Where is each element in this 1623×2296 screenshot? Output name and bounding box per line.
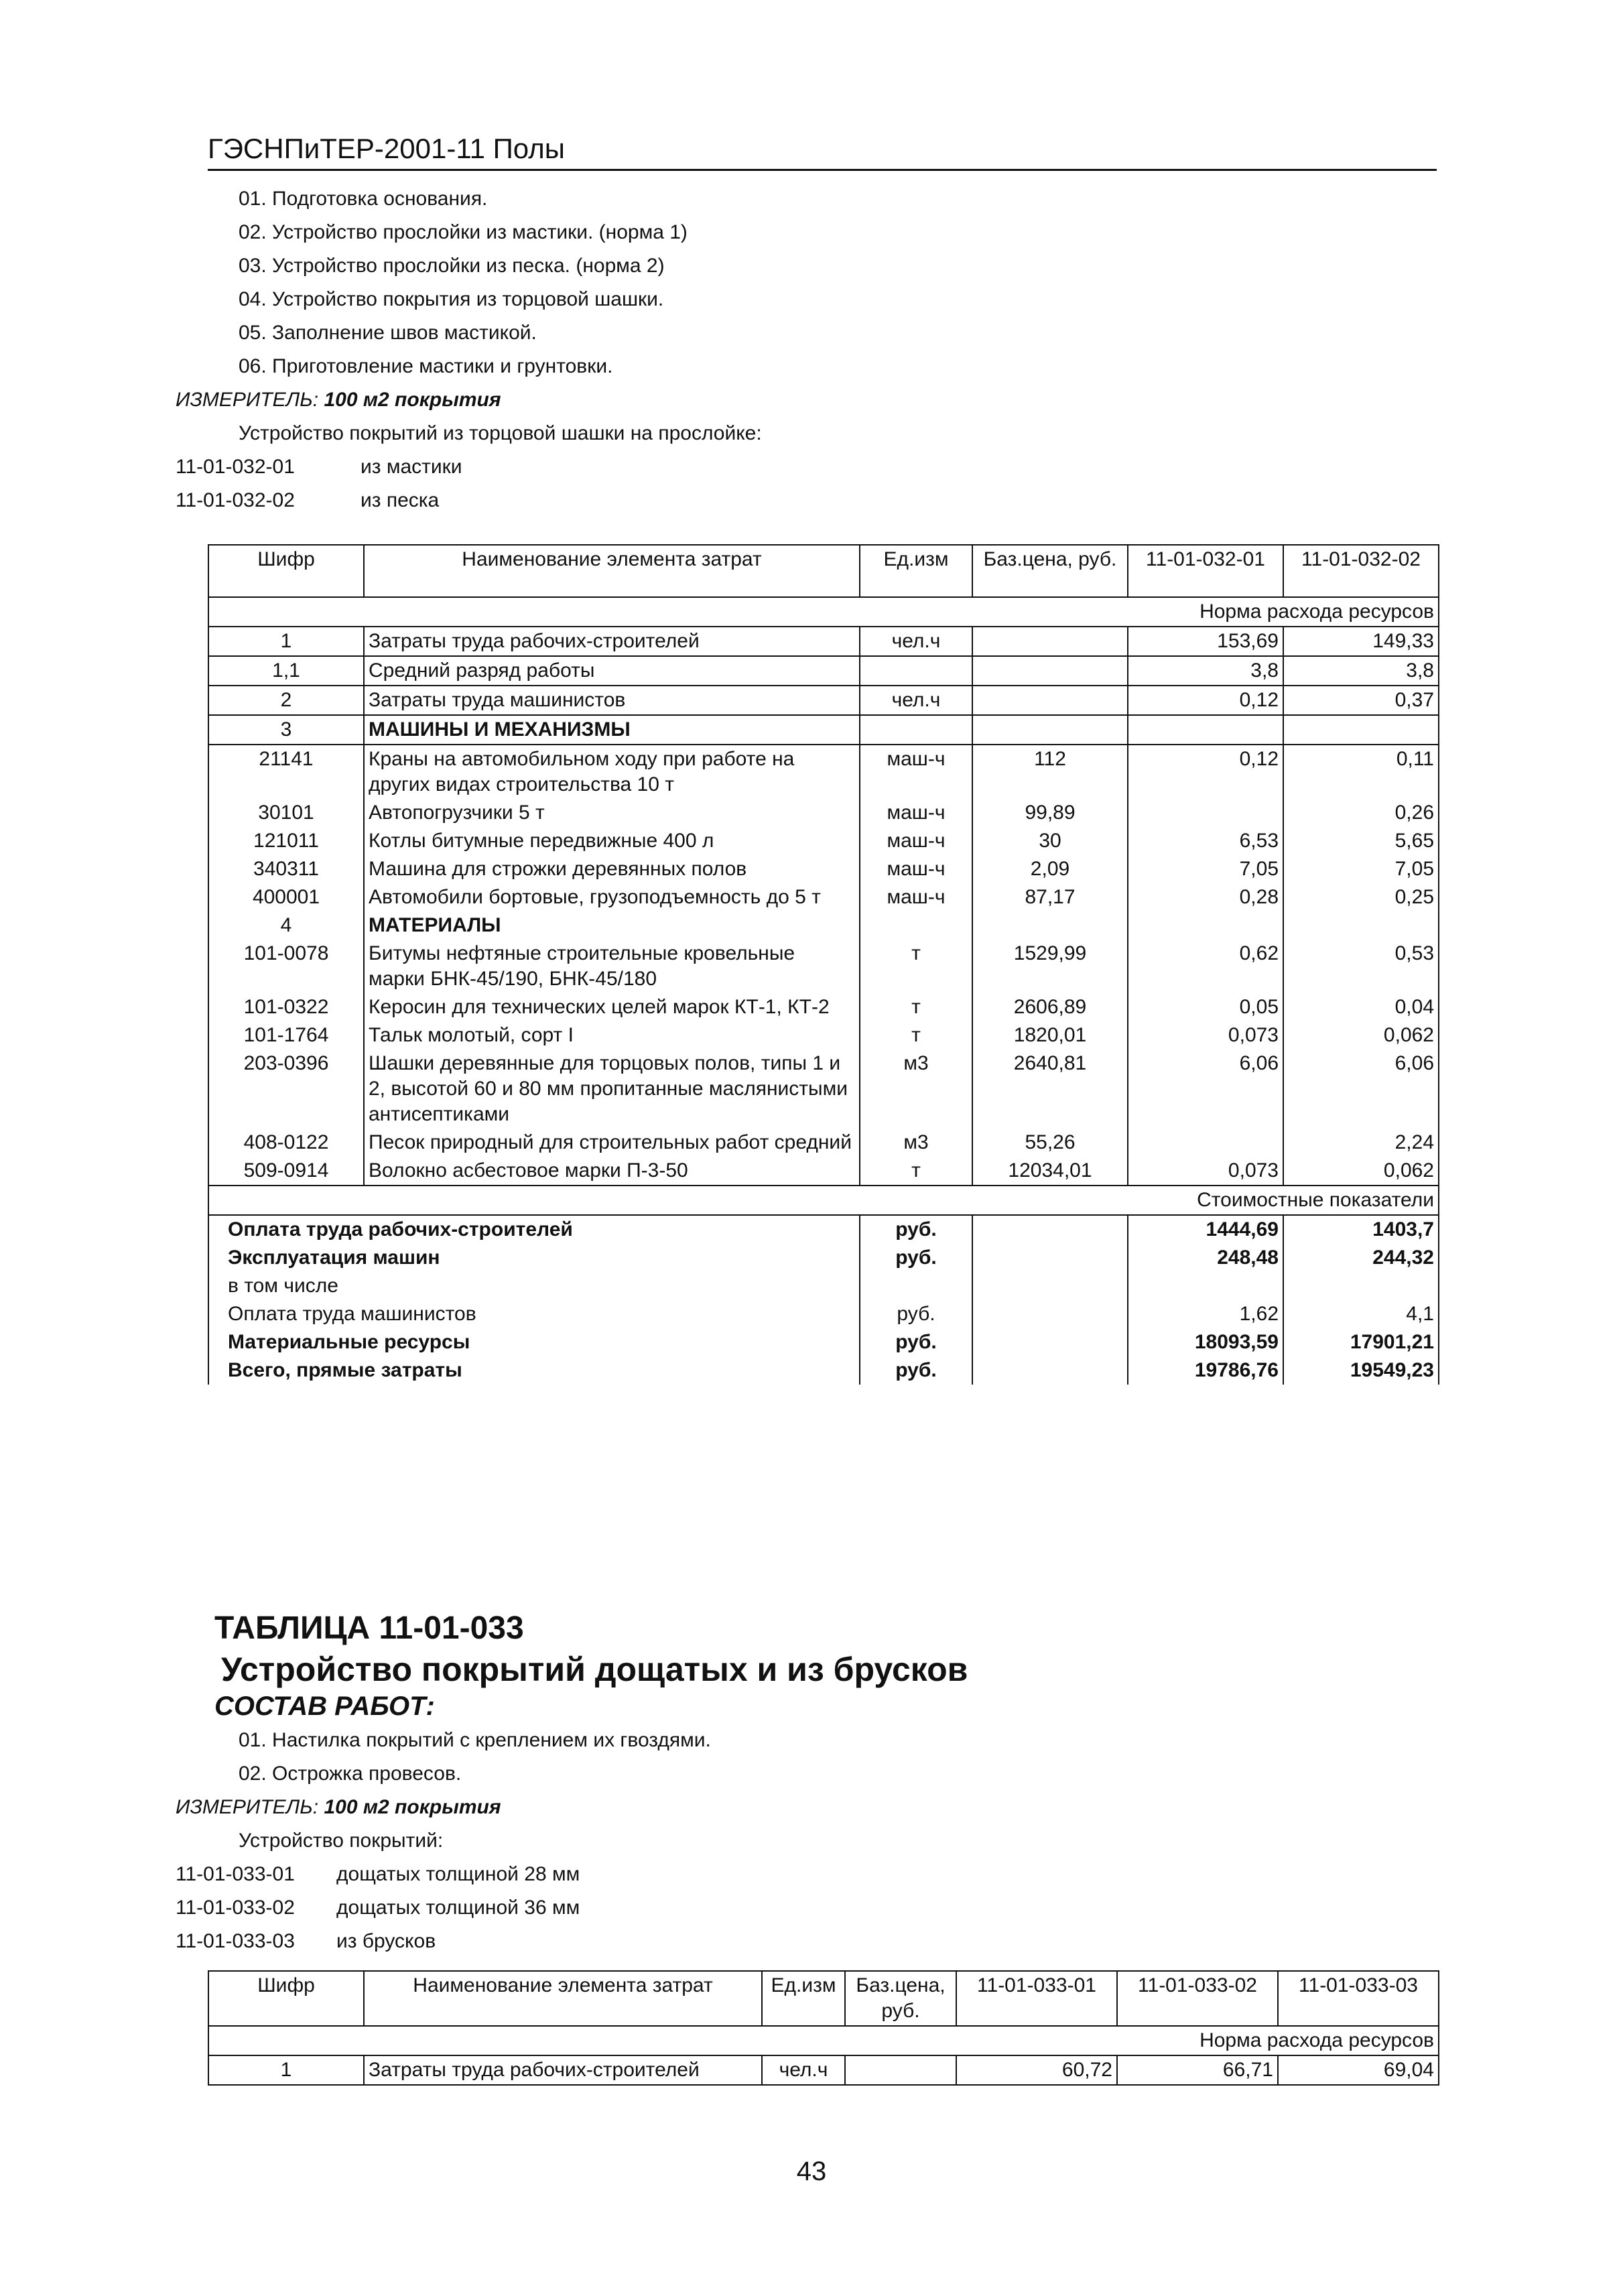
work-item: 02. Устройство прослойки из мастики. (норма 1) (239, 221, 688, 243)
code-row (176, 450, 762, 484)
code-desc: дощатых толщиной 36 мм (336, 1897, 580, 1919)
table-row (208, 911, 1439, 940)
cell-value: 7,05 (1283, 855, 1439, 883)
cell-price (845, 2055, 956, 2085)
work-item: 01. Настилка покрытий с креплением их гвоздями. (239, 1729, 711, 1751)
cost-unit: руб. (860, 1244, 972, 1272)
table-row (208, 627, 1439, 656)
cell-unit (860, 911, 972, 940)
cell-name: Волокно асбестовое марки П-3-50 (364, 1157, 860, 1186)
cell-value: 0,12 (1128, 686, 1283, 715)
cell-name: МАТЕРИАЛЫ (364, 911, 860, 940)
cell-value: 0,28 (1128, 883, 1283, 911)
cost-value: 248,48 (1128, 1244, 1283, 1272)
code-desc: из мастики (361, 456, 462, 478)
cell-price: 1820,01 (972, 1021, 1128, 1049)
cell-code: 101-1764 (208, 1021, 364, 1049)
cost-name: Всего, прямые затраты (208, 1356, 860, 1385)
cost-row (208, 1215, 1439, 1244)
cell-code: 1 (208, 2055, 364, 2085)
page-header (208, 131, 1437, 171)
page-number: 43 (796, 2157, 827, 2186)
cell-name: Машина для строжки деревянных полов (364, 855, 860, 883)
cell-price: 55,26 (972, 1129, 1128, 1157)
cell-code: 4 (208, 911, 364, 940)
code-row (176, 1891, 711, 1925)
cell-unit: маш-ч (860, 799, 972, 827)
cell-unit (860, 656, 972, 686)
cell-unit: маш-ч (860, 855, 972, 883)
cell-price (972, 627, 1128, 656)
code-desc: из песка (361, 489, 440, 511)
cell-value: 60,72 (956, 2055, 1117, 2085)
cell-price: 87,17 (972, 883, 1128, 911)
cell-code: 1,1 (208, 656, 364, 686)
table-row (208, 883, 1439, 911)
cell-value: 6,06 (1283, 1049, 1439, 1129)
code-desc: из брусков (336, 1930, 436, 1952)
cell-value: 6,53 (1128, 827, 1283, 855)
measurer-value: 100 м2 покрытия (324, 389, 501, 411)
cost-empty (972, 1272, 1128, 1300)
cost-unit (860, 1272, 972, 1300)
table1-body (208, 627, 1439, 1186)
resource-table-032 (208, 544, 1439, 1385)
cost-name: Материальные ресурсы (208, 1328, 860, 1356)
col-header: 11-01-032-02 (1283, 545, 1439, 597)
cell-value (1283, 715, 1439, 745)
cell-code: 2 (208, 686, 364, 715)
cell-name: Краны на автомобильном ходу при работе на других видах строительства 10 т (364, 745, 860, 799)
cost-empty (972, 1356, 1128, 1385)
table-row (208, 745, 1439, 799)
cell-price (972, 686, 1128, 715)
cell-name: Шашки деревянные для торцовых полов, типы 1 и 2, высотой 60 и 80 мм пропитанные маслянистыми антисептиками (364, 1049, 860, 1129)
col-header: Баз.цена, руб. (845, 1971, 956, 2026)
cell-unit: м3 (860, 1129, 972, 1157)
cell-unit: маш-ч (860, 827, 972, 855)
intro-line: Устройство покрытий: (239, 1830, 444, 1852)
table-header-row (208, 545, 1439, 597)
col-header: Баз.цена, руб. (972, 545, 1128, 597)
cost-value: 18093,59 (1128, 1328, 1283, 1356)
cell-name: Средний разряд работы (364, 656, 860, 686)
cell-name: Тальк молотый, сорт I (364, 1021, 860, 1049)
col-header: Ед.изм (762, 1971, 845, 2026)
table-row (208, 1129, 1439, 1157)
cost-empty (972, 1300, 1128, 1328)
cell-name: Затраты труда рабочих-строителей (364, 2055, 762, 2085)
code-row (176, 1858, 711, 1891)
resource-table-033 (208, 1970, 1439, 2086)
cost-name: Оплата труда машинистов (208, 1300, 860, 1328)
cell-value: 7,05 (1128, 855, 1283, 883)
measurer-value: 100 м2 покрытия (324, 1796, 501, 1818)
cell-price (972, 656, 1128, 686)
cost-unit: руб. (860, 1300, 972, 1328)
cell-value: 0,04 (1283, 993, 1439, 1021)
col-header: Ед.изм (860, 545, 972, 597)
cell-unit: т (860, 1021, 972, 1049)
cell-value: 3,8 (1283, 656, 1439, 686)
col-header: 11-01-033-03 (1278, 1971, 1439, 2026)
cost-row (208, 1272, 1439, 1300)
measurer-label: ИЗМЕРИТЕЛЬ: (176, 1796, 319, 1818)
work-item: 01. Подготовка основания. (239, 188, 488, 210)
cell-price: 99,89 (972, 799, 1128, 827)
table-row (208, 686, 1439, 715)
cell-unit: т (860, 1157, 972, 1186)
cost-empty (972, 1215, 1128, 1244)
cell-value: 0,62 (1128, 940, 1283, 993)
table-row (208, 2055, 1439, 2085)
cost-value: 19549,23 (1283, 1356, 1439, 1385)
cell-name: Затраты труда рабочих-строителей (364, 627, 860, 656)
cell-name: Затраты труда машинистов (364, 686, 860, 715)
cell-value: 149,33 (1283, 627, 1439, 656)
cell-value: 0,05 (1128, 993, 1283, 1021)
table-row (208, 656, 1439, 686)
table-row (208, 1157, 1439, 1186)
cell-value (1128, 715, 1283, 745)
cell-value: 5,65 (1283, 827, 1439, 855)
code: 11-01-032-01 (176, 456, 295, 478)
cost-name: в том числе (208, 1272, 860, 1300)
table1-cost-body (208, 1215, 1439, 1385)
cell-name: МАШИНЫ И МЕХАНИЗМЫ (364, 715, 860, 745)
code: 11-01-033-03 (176, 1930, 295, 1952)
col-header: Наименование элемента затрат (364, 545, 860, 597)
cost-unit: руб. (860, 1328, 972, 1356)
cost-value: 1,62 (1128, 1300, 1283, 1328)
cell-price: 1529,99 (972, 940, 1128, 993)
measurer-label: ИЗМЕРИТЕЛЬ: (176, 389, 319, 411)
cost-row (208, 1328, 1439, 1356)
cost-row (208, 1244, 1439, 1272)
cell-code: 121011 (208, 827, 364, 855)
cell-value: 69,04 (1278, 2055, 1439, 2085)
cell-value: 3,8 (1128, 656, 1283, 686)
cost-value: 244,32 (1283, 1244, 1439, 1272)
cost-row (208, 1356, 1439, 1385)
code-desc: дощатых толщиной 28 мм (336, 1863, 580, 1885)
cell-name: Автомобили бортовые, грузоподъемность до 5 т (364, 883, 860, 911)
cell-unit: чел.ч (762, 2055, 845, 2085)
cell-code: 21141 (208, 745, 364, 799)
cell-code: 509-0914 (208, 1157, 364, 1186)
cell-value: 0,073 (1128, 1157, 1283, 1186)
table-row (208, 855, 1439, 883)
cell-price (972, 911, 1128, 940)
cell-value: 0,53 (1283, 940, 1439, 993)
code-row (176, 484, 762, 517)
cell-price: 2640,81 (972, 1049, 1128, 1129)
cell-code: 340311 (208, 855, 364, 883)
cell-value: 0,062 (1283, 1021, 1439, 1049)
cell-unit: т (860, 993, 972, 1021)
cell-code: 3 (208, 715, 364, 745)
col-header: 11-01-033-02 (1117, 1971, 1278, 2026)
cell-unit: м3 (860, 1049, 972, 1129)
cell-value: 6,06 (1128, 1049, 1283, 1129)
cell-price (972, 715, 1128, 745)
cell-name: Песок природный для строительных работ средний (364, 1129, 860, 1157)
cell-value: 2,24 (1283, 1129, 1439, 1157)
cost-name: Оплата труда рабочих-строителей (208, 1215, 860, 1244)
norm-caption: Норма расхода ресурсов (208, 2026, 1439, 2055)
col-header: Шифр (208, 1971, 364, 2026)
cell-value (1128, 799, 1283, 827)
cell-value: 66,71 (1117, 2055, 1278, 2085)
table-row (208, 799, 1439, 827)
cell-value: 153,69 (1128, 627, 1283, 656)
cost-value (1283, 1272, 1439, 1300)
measurer (176, 1791, 711, 1824)
norm-caption-row (208, 2026, 1439, 2055)
table-row (208, 715, 1439, 745)
code: 11-01-032-02 (176, 489, 295, 511)
cost-value: 1444,69 (1128, 1215, 1283, 1244)
section2-lines (176, 1724, 711, 1958)
col-header: 11-01-033-01 (956, 1971, 1117, 2026)
work-caption: СОСТАВ РАБОТ: (214, 1692, 435, 1721)
cell-unit: маш-ч (860, 883, 972, 911)
cell-unit: маш-ч (860, 745, 972, 799)
work-item: 06. Приготовление мастики и грунтовки. (239, 355, 613, 377)
cell-name: Котлы битумные передвижные 400 л (364, 827, 860, 855)
cell-unit (860, 715, 972, 745)
cell-price: 112 (972, 745, 1128, 799)
cell-code: 203-0396 (208, 1049, 364, 1129)
code: 11-01-033-02 (176, 1897, 295, 1919)
work-item: 02. Острожка провесов. (239, 1763, 462, 1785)
col-header: Шифр (208, 545, 364, 597)
cost-value: 4,1 (1283, 1300, 1439, 1328)
table-row (208, 1021, 1439, 1049)
cell-value (1128, 911, 1283, 940)
table-row (208, 827, 1439, 855)
cell-value (1128, 1129, 1283, 1157)
cell-value: 0,25 (1283, 883, 1439, 911)
table-title: ТАБЛИЦА 11-01-033 (214, 1610, 524, 1646)
cost-unit: руб. (860, 1356, 972, 1385)
table-row (208, 993, 1439, 1021)
work-item: 04. Устройство покрытия из торцовой шашки. (239, 288, 664, 310)
cell-value (1283, 911, 1439, 940)
table-subtitle: Устройство покрытий дощатых и из брусков (221, 1651, 968, 1688)
cost-name: Эксплуатация машин (208, 1244, 860, 1272)
table-row (208, 1049, 1439, 1129)
measurer (176, 383, 762, 417)
cell-unit: чел.ч (860, 627, 972, 656)
cell-name: Автопогрузчики 5 т (364, 799, 860, 827)
cell-value: 0,062 (1283, 1157, 1439, 1186)
cost-row (208, 1300, 1439, 1328)
cost-unit: руб. (860, 1215, 972, 1244)
cost-value: 19786,76 (1128, 1356, 1283, 1385)
header-title: ГЭСНПиТЕР-2001-11 Полы (208, 133, 565, 164)
cell-code: 400001 (208, 883, 364, 911)
table-header-row (208, 1971, 1439, 2026)
cost-caption: Стоимостные показатели (208, 1186, 1439, 1215)
cell-value: 0,073 (1128, 1021, 1283, 1049)
cell-name: Битумы нефтяные строительные кровельные марки БНК-45/190, БНК-45/180 (364, 940, 860, 993)
cost-caption-row (208, 1186, 1439, 1215)
code: 11-01-033-01 (176, 1863, 295, 1885)
cost-value: 17901,21 (1283, 1328, 1439, 1356)
col-header: 11-01-032-01 (1128, 545, 1283, 597)
cell-price: 12034,01 (972, 1157, 1128, 1186)
cell-unit: т (860, 940, 972, 993)
work-item: 05. Заполнение швов мастикой. (239, 322, 537, 344)
cell-code: 408-0122 (208, 1129, 364, 1157)
cell-value: 0,37 (1283, 686, 1439, 715)
cell-price: 2,09 (972, 855, 1128, 883)
cost-value: 1403,7 (1283, 1215, 1439, 1244)
code-row (176, 1925, 711, 1958)
col-header: Наименование элемента затрат (364, 1971, 762, 2026)
cell-unit: чел.ч (860, 686, 972, 715)
cell-code: 101-0078 (208, 940, 364, 993)
cost-empty (972, 1244, 1128, 1272)
table-row (208, 940, 1439, 993)
intro-line: Устройство покрытий из торцовой шашки на прослойке: (239, 422, 762, 444)
cell-code: 30101 (208, 799, 364, 827)
top-work-list (176, 182, 762, 517)
work-item: 03. Устройство прослойки из песка. (норма 2) (239, 255, 665, 277)
cell-name: Керосин для технических целей марок КТ-1, КТ-2 (364, 993, 860, 1021)
cost-value (1128, 1272, 1283, 1300)
cell-code: 101-0322 (208, 993, 364, 1021)
cell-value: 0,11 (1283, 745, 1439, 799)
cell-value: 0,26 (1283, 799, 1439, 827)
cell-price: 30 (972, 827, 1128, 855)
cost-empty (972, 1328, 1128, 1356)
cell-code: 1 (208, 627, 364, 656)
cell-value: 0,12 (1128, 745, 1283, 799)
cell-price: 2606,89 (972, 993, 1128, 1021)
norm-caption-row (208, 597, 1439, 627)
norm-caption: Норма расхода ресурсов (208, 597, 1439, 627)
